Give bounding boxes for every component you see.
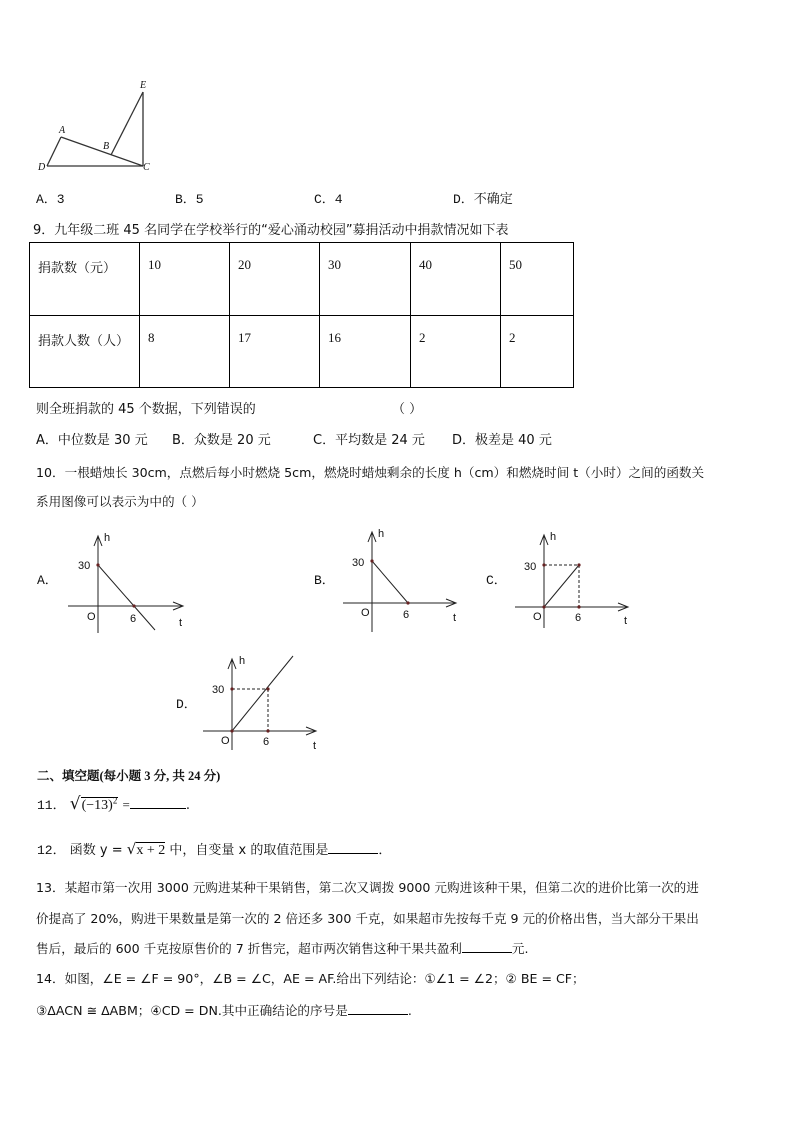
table-header-cell: 捐款数（元） [30,243,140,316]
q13-answer-blank[interactable] [462,940,512,953]
graph-b-label[interactable]: B． [314,573,335,588]
graph-d-y-axis-label: h [239,655,246,667]
q8-option-b[interactable]: B．5 [175,192,204,207]
table-cell: 30 [320,243,411,316]
table-cell: 16 [320,315,411,388]
q10-stem-line2: 系用图像可以表示为中的（ ） [36,494,204,509]
q11-number: 11． [37,798,66,813]
q14-line1: 14．如图，∠E = ∠F = 90°，∠B = ∠C，AE = AF.给出下列结论：①∠1 = ∠2；② BE = CF； [36,971,585,986]
graph-a-origin: O [87,611,96,623]
graph-d-x-axis-label: t [313,740,317,752]
q11-radicand: $(-13)^2$ [81,795,118,813]
point-label-d: D [38,162,46,173]
graph-c-x-axis-label: t [624,615,628,627]
q12-answer-blank[interactable] [328,841,378,854]
table-cell: 20 [230,243,320,316]
graph-c-x-tick: 6 [575,612,582,624]
graph-b-origin: O [361,607,370,619]
point-label-e: E [140,80,147,91]
graph-d-origin: O [221,735,230,747]
graph-b-x-tick: 6 [403,609,410,621]
table-cell: 2 [501,315,574,388]
q13-line3: 售后，最后的 600 千克按原售价的 7 折售完，超市两次销售这种干果共盈利 元. [36,941,529,956]
q8-option-a[interactable]: A．3 [36,192,65,207]
graph-a-y-tick: 30 [78,560,91,572]
graph-d-y-tick: 30 [212,684,225,696]
graph-d-label[interactable]: D． [176,697,197,712]
q9-option-c[interactable]: C．平均数是 24 元 [313,433,425,448]
q14-answer-blank[interactable] [348,1002,408,1015]
graph-a-x-axis-label: t [179,617,183,629]
graph-a-label[interactable]: A． [37,573,58,588]
q9-option-a[interactable]: A．中位数是 30 元 [36,433,148,448]
q9-option-b[interactable]: B．众数是 20 元 [172,433,271,448]
q12-radicand: x + 2 [136,843,166,858]
q10-stem-line1: 10．一根蜡烛长 30cm，点燃后每小时燃烧 5cm，燃烧时蜡烛剩余的长度 h（cm）和燃烧时间 t（小时）之间的函数关 [36,465,705,480]
table-header-cell: 捐款人数（人） [30,315,140,388]
graph-c-origin: O [533,611,542,623]
graph-b-y-axis-label: h [378,528,385,540]
graph-c-y-tick: 30 [524,561,537,573]
graph-c-label[interactable]: C． [486,573,507,588]
table-cell: 8 [140,315,230,388]
q13-line1: 13．某超市第一次用 3000 元购进某种干果销售，第二次又调拨 9000 元购进该种干果，但第二次的进价比第一次的进 [36,880,699,895]
q12: 12． 函数 y = √x + 2 中，自变量 x 的取值范围是 ． [37,840,392,858]
q12-number: 12． [37,843,66,858]
q11: 11． $√(-13)^2$ = . [37,794,190,814]
graph-d-x-tick: 6 [263,736,270,748]
table-cell: 50 [501,243,574,316]
section-title: 二、填空题(每小题 3 分, 共 24 分) [37,769,221,783]
q9-answer-paren: （ ） [392,402,423,417]
q9-stem: 9．九年级二班 45 名同学在学校举行的“爱心涌动校园”募捐活动中捐款情况如下表 [33,223,509,238]
q13-line2: 价提高了 20%，购进干果数量是第一次的 2 倍还多 300 千克，如果超市先按每千克 9 元的价格出售，当大部分干果出 [36,911,699,926]
graph-c-y-axis-label: h [550,531,557,543]
graph-a-x-tick: 6 [130,613,137,625]
sqrt-icon: √ [69,794,81,814]
graph-a-y-axis-label: h [104,532,111,544]
q14-line2: ③ΔACN ≅ ΔABM；④CD = DN.其中正确结论的序号是 . [36,1003,412,1018]
table-cell: 2 [411,315,501,388]
sqrt-icon: √ [126,840,137,858]
table-cell: 40 [411,243,501,316]
q9-option-d[interactable]: D．极差是 40 元 [452,433,552,448]
q8-option-c[interactable]: C．4 [314,192,343,207]
point-label-b: B [103,141,110,152]
table-cell: 17 [230,315,320,388]
point-label-a: A [59,125,66,136]
point-label-c: C [143,162,150,173]
graph-b-x-axis-label: t [453,612,457,624]
q9-question: 则全班捐款的 45 个数据，下列错误的 [36,402,256,417]
table-cell: 10 [140,243,230,316]
q8-option-d[interactable]: D．不确定 [453,192,513,207]
graph-b-y-tick: 30 [352,557,365,569]
q11-answer-blank[interactable] [130,796,186,809]
